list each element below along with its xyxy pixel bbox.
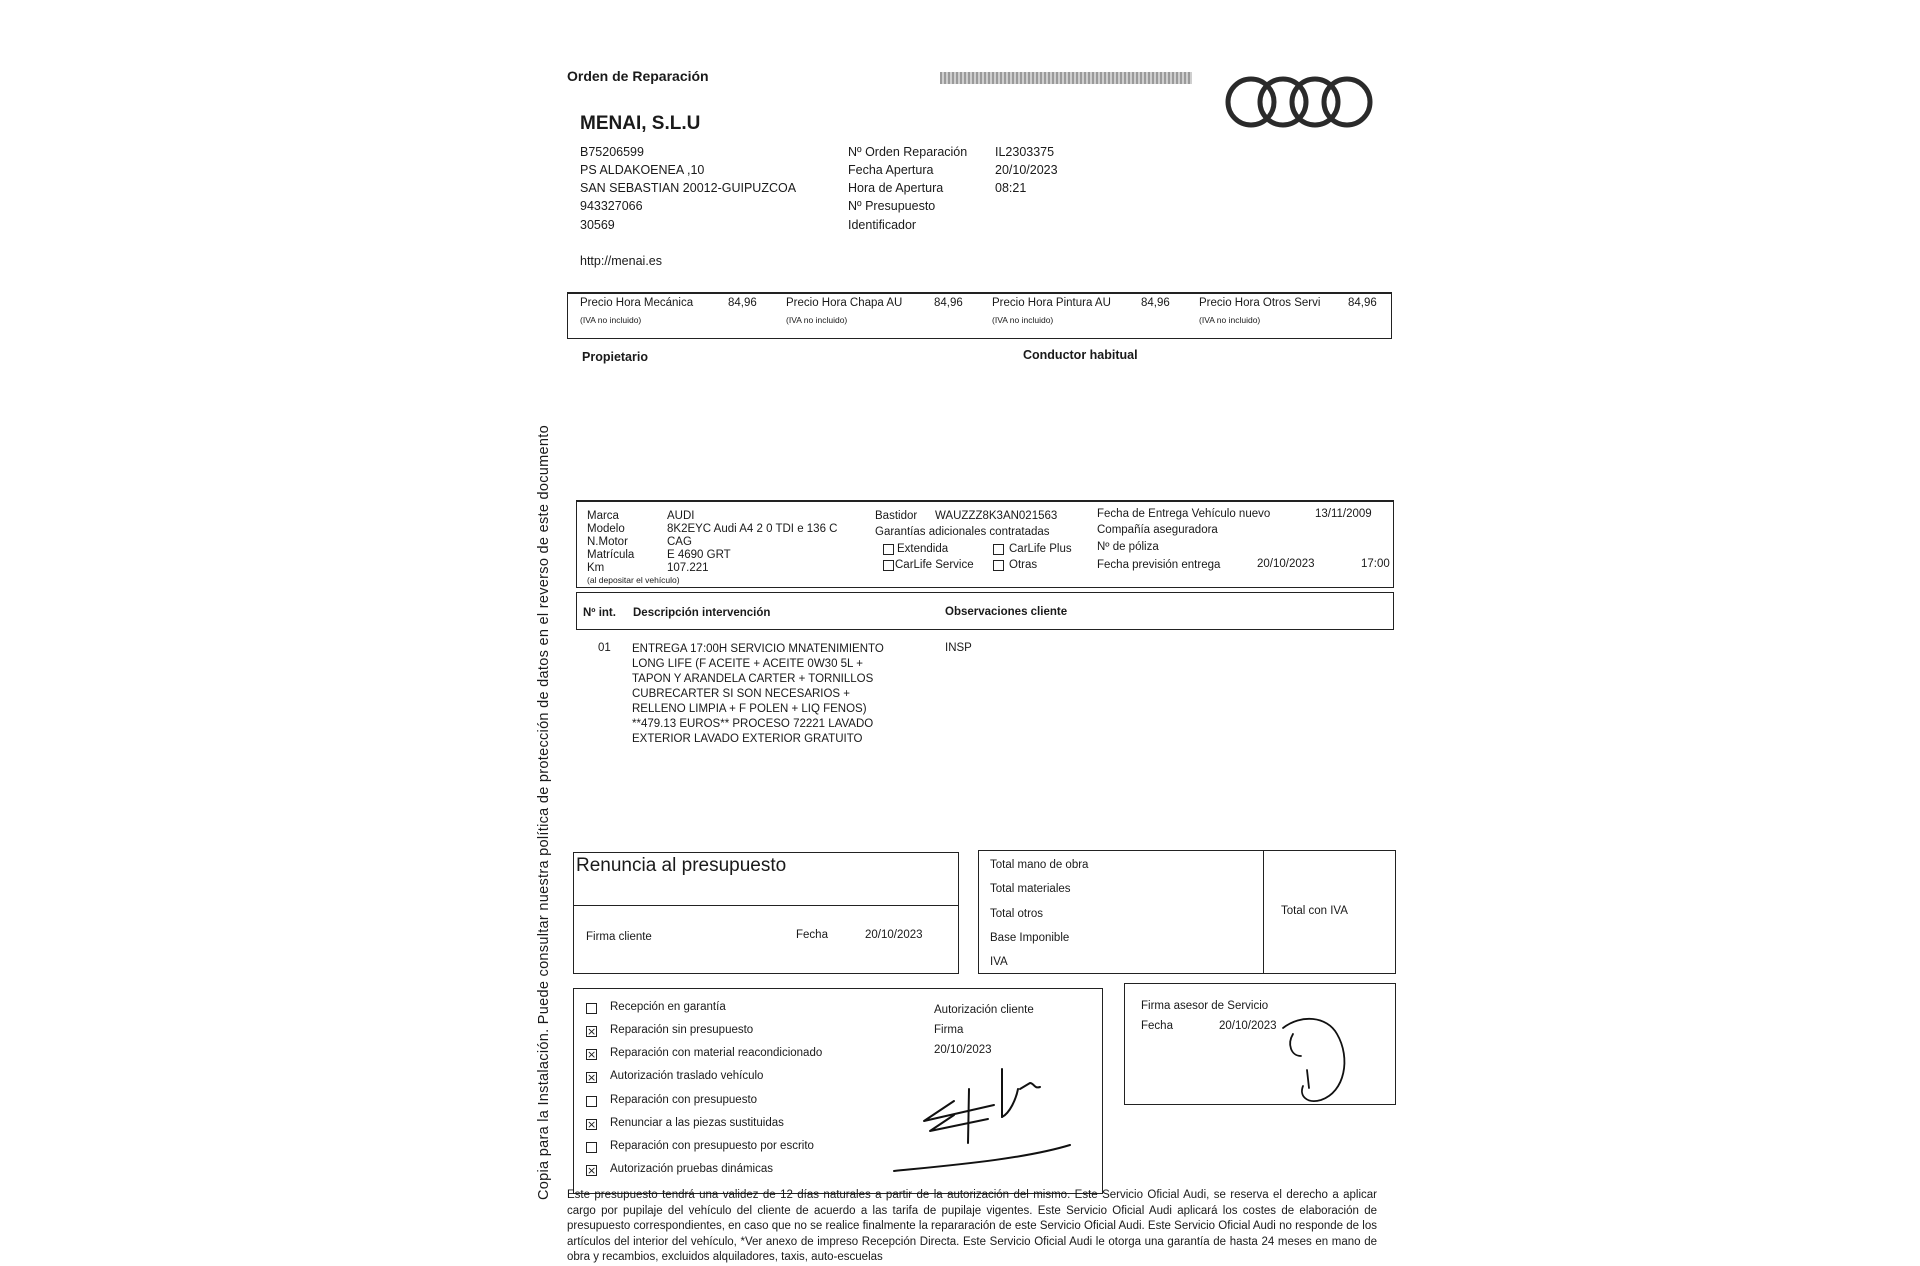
matricula-value: E 4690 GRT [667, 549, 731, 561]
interventions-header [576, 592, 1394, 630]
price-pintura-value: 84,96 [1141, 297, 1170, 309]
company-phone: 943327066 [580, 199, 643, 213]
client-auth-label: Autorización cliente [934, 1004, 1034, 1016]
identifier-label: Identificador [848, 218, 917, 232]
col-desc-header: Descripción intervención [633, 607, 771, 619]
motor-label: N.Motor [587, 536, 628, 548]
company-web: http://menai.es [580, 254, 662, 268]
intervention-num: 01 [598, 642, 611, 654]
intervention-description [632, 642, 884, 747]
intervention-observation: INSP [945, 642, 972, 654]
carlife-service-label: CarLife Service [895, 559, 974, 571]
price-otros-value: 84,96 [1348, 297, 1377, 309]
open-time-value: 08:21 [995, 181, 1027, 195]
description-line: ENTREGA 17:00H SERVICIO MNATENIMIENTO [632, 643, 884, 655]
asesor-fecha-label: Fecha [1141, 1020, 1173, 1032]
client-signature-icon [884, 1059, 1084, 1187]
extendida-label: Extendida [897, 543, 949, 555]
budget-number-label: Nº Presupuesto [848, 199, 936, 213]
company-city: SAN SEBASTIAN 20012-GUIPUZCOA [580, 181, 797, 195]
auth-checkbox-2[interactable]: × [587, 1048, 597, 1061]
carlife-plus-checkbox[interactable] [993, 544, 1004, 555]
km-label: Km [587, 562, 605, 574]
prevision-time: 17:00 [1361, 558, 1390, 570]
legal-footer: Este presupuesto tendrá una validez de 12 días naturales a partir de la autorización del mismo. Este Servicio Oficial Audi, se reserva el derecho a aplicar cargo por pupilaje del vehículo del cliente de acuerdo a las tarifa de pupilaje vigentes. Este Servicio Oficial Audi aplicará los costes de elaboración de presupuesto correspondientes, en caso que no se realice finalmente la repararación de este Servicio Oficial Audi. Este Servicio Oficial Audi no responde de los artículos del interior del vehículo, *Ver anexo de impreso Recepción Directa. Este Servicio Oficial Audi le otorga una garantía de hasta 24 meses en mano de obra y recambios, excluidos alquiladores, taxis, auto-escuelas [567, 1189, 1377, 1263]
modelo-value: 8K2EYC Audi A4 2 0 TDI e 136 C [667, 523, 838, 535]
open-date-value: 20/10/2023 [995, 163, 1058, 177]
renuncia-fecha-value: 20/10/2023 [865, 929, 923, 941]
entrega-value: 13/11/2009 [1315, 508, 1372, 520]
price-chapa-note: (IVA no incluido) [786, 315, 848, 325]
carlife-plus-label: CarLife Plus [1009, 543, 1072, 555]
description-line: EXTERIOR LAVADO EXTERIOR GRATUITO [632, 733, 863, 745]
auth-checkbox-6[interactable] [586, 1142, 597, 1153]
auth-checkbox-5[interactable]: × [587, 1118, 597, 1131]
price-mecanica-label: Precio Hora Mecánica [580, 297, 694, 309]
total-con-iva-label: Total con IVA [1281, 905, 1348, 917]
base-imponible-label: Base Imponible [990, 932, 1070, 944]
carlife-service-checkbox[interactable] [883, 560, 894, 571]
poliza-label: Nº de póliza [1097, 541, 1159, 553]
driver-label: Conductor habitual [1023, 348, 1138, 362]
auth-label-1: Reparación sin presupuesto [610, 1024, 754, 1036]
matricula-label: Matrícula [587, 549, 635, 561]
price-pintura-label: Precio Hora Pintura AU [992, 297, 1111, 309]
asesor-fecha-value: 20/10/2023 [1219, 1020, 1277, 1032]
bastidor-value: WAUZZZ8K3AN021563 [935, 510, 1058, 522]
marca-label: Marca [587, 510, 619, 522]
otras-label: Otras [1009, 559, 1038, 571]
price-otros-note: (IVA no incluido) [1199, 315, 1261, 325]
entrega-label: Fecha de Entrega Vehículo nuevo [1097, 508, 1271, 520]
aseguradora-label: Compañía aseguradora [1097, 524, 1218, 536]
renuncia-fecha-label: Fecha [796, 929, 828, 941]
authorizations-box [573, 988, 1103, 1194]
auth-label-4: Reparación con presupuesto [610, 1094, 758, 1106]
company-code: 30569 [580, 218, 615, 232]
asesor-signature-icon [1269, 1012, 1359, 1108]
price-mecanica-value: 84,96 [728, 297, 757, 309]
hourly-prices-box [567, 292, 1392, 339]
open-time-label: Hora de Apertura [848, 181, 944, 195]
description-line: **479.13 EUROS** PROCESO 72221 LAVADO [632, 718, 874, 730]
asesor-box [1124, 983, 1396, 1105]
auth-checkbox-1[interactable]: × [587, 1025, 597, 1038]
auth-checkbox-3[interactable]: × [587, 1071, 597, 1084]
extendida-checkbox[interactable] [883, 544, 894, 555]
totals-divider [1263, 851, 1264, 973]
km-note: (al depositar el vehículo) [587, 575, 680, 585]
otras-checkbox[interactable] [993, 560, 1004, 571]
client-fecha-value: 20/10/2023 [934, 1044, 992, 1056]
total-materiales-label: Total materiales [990, 883, 1071, 895]
order-number-label: Nº Orden Reparación [848, 145, 968, 159]
renuncia-title: Renuncia al presupuesto [576, 855, 787, 876]
description-line: LONG LIFE (F ACEITE + ACEITE 0W30 5L + [632, 658, 863, 670]
doc-title: Orden de Reparación [567, 68, 709, 84]
company-cif: B75206599 [580, 145, 644, 159]
renuncia-divider [574, 905, 958, 906]
owner-label: Propietario [582, 350, 648, 364]
auth-label-6: Reparación con presupuesto por escrito [610, 1140, 814, 1152]
prevision-label: Fecha previsión entrega [1097, 559, 1221, 571]
km-value: 107.221 [667, 562, 709, 574]
auth-label-0: Recepción en garantía [610, 1001, 726, 1013]
bastidor-label: Bastidor [875, 510, 918, 522]
auth-checkbox-0[interactable] [586, 1003, 597, 1014]
price-mecanica-note: (IVA no incluido) [580, 315, 642, 325]
vehicle-box [576, 500, 1394, 588]
description-line: CUBRECARTER SI SON NECESARIOS + [632, 688, 851, 700]
total-mano-obra-label: Total mano de obra [990, 859, 1089, 871]
company-address: PS ALDAKOENEA ,10 [580, 163, 705, 177]
company-name: MENAI, S.L.U [580, 113, 701, 134]
price-pintura-note: (IVA no incluido) [992, 315, 1054, 325]
auth-checkbox-4[interactable] [586, 1096, 597, 1107]
iva-label: IVA [990, 956, 1008, 968]
marca-value: AUDI [667, 510, 695, 522]
asesor-label: Firma asesor de Servicio [1141, 1000, 1269, 1012]
price-chapa-label: Precio Hora Chapa AU [786, 297, 903, 309]
open-date-label: Fecha Apertura [848, 163, 934, 177]
total-otros-label: Total otros [990, 908, 1044, 920]
client-firma-label: Firma [934, 1024, 964, 1036]
audi-logo-icon [1224, 73, 1376, 131]
totals-box [978, 850, 1396, 974]
motor-value: CAG [667, 536, 692, 548]
renuncia-box [573, 852, 959, 974]
description-line: TAPON Y ARANDELA CARTER + TORNILLOS [632, 673, 874, 685]
auth-checkbox-7[interactable]: × [587, 1164, 597, 1177]
auth-label-3: Autorización traslado vehículo [610, 1070, 764, 1082]
auth-label-2: Reparación con material reacondicionado [610, 1047, 823, 1059]
auth-label-5: Renunciar a las piezas sustituidas [610, 1117, 784, 1129]
prevision-date: 20/10/2023 [1257, 558, 1315, 570]
modelo-label: Modelo [587, 523, 625, 535]
redacted-barcode [940, 72, 1192, 84]
price-otros-label: Precio Hora Otros Servi [1199, 297, 1321, 309]
col-num-header: Nº int. [583, 607, 616, 619]
col-obs-header: Observaciones cliente [945, 606, 1068, 618]
side-privacy-note: Copia para la Instalación. Puede consultar nuestra política de protección de datos en el reverso de este documento [536, 425, 552, 1200]
description-line: RELLENO LIMPIA + F POLEN + LIQ FENOS) [632, 703, 867, 715]
garantias-label: Garantías adicionales contratadas [875, 526, 1050, 538]
auth-label-7: Autorización pruebas dinámicas [610, 1163, 774, 1175]
order-number-value: IL2303375 [995, 145, 1055, 159]
renuncia-firma-label: Firma cliente [586, 931, 652, 943]
price-chapa-value: 84,96 [934, 297, 963, 309]
